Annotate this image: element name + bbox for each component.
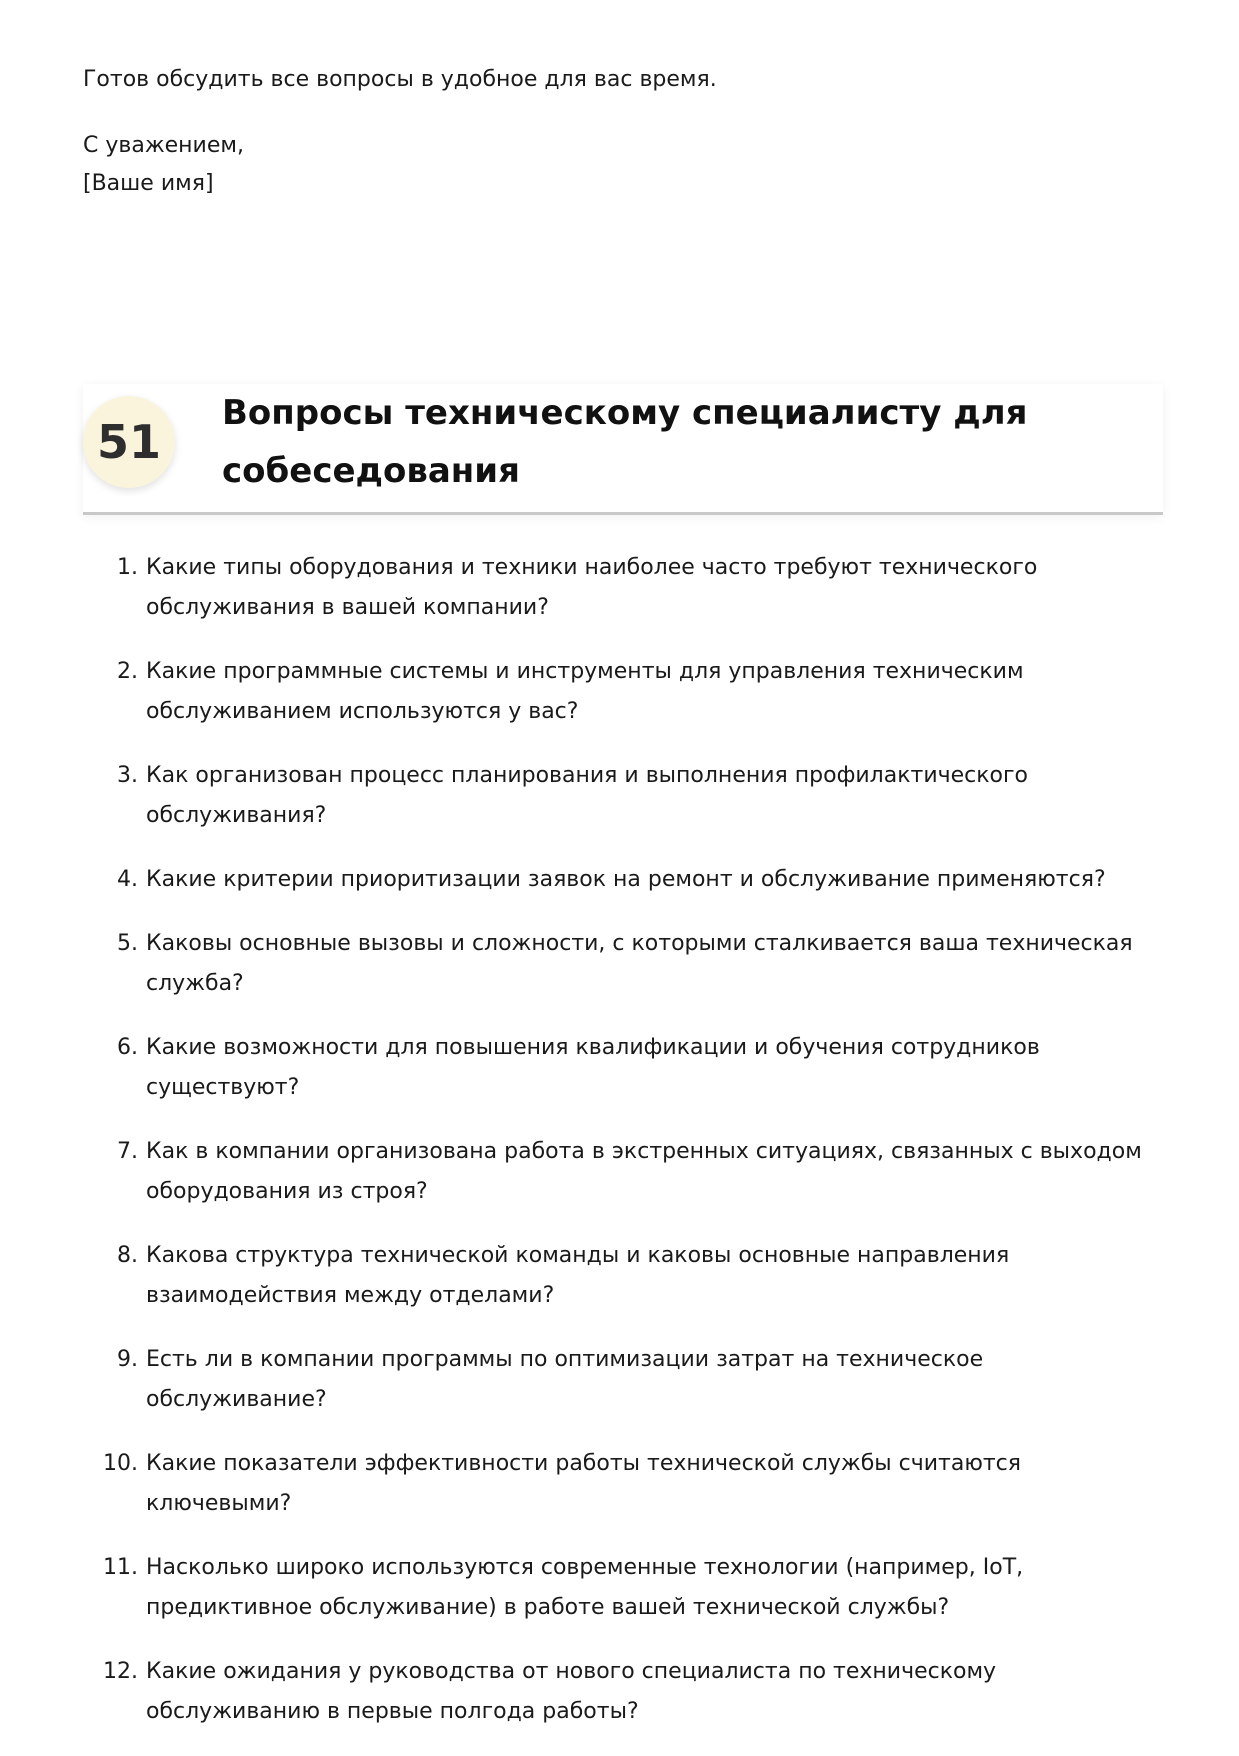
- question-number: 12.: [103, 1659, 138, 1684]
- list-item: [83, 1340, 1163, 1420]
- question-text: Насколько широко используются современные технологии (например, IoT, предиктивное обслуживание) в работе вашей технической службы?: [146, 1555, 1024, 1620]
- question-number: 5.: [117, 931, 138, 956]
- section-title: Вопросы техническому специалисту для собеседования: [222, 393, 1028, 491]
- question-number: 6.: [117, 1035, 138, 1060]
- question-number: 7.: [117, 1139, 138, 1164]
- question-number: 10.: [103, 1451, 138, 1476]
- question-text: Какие критерии приоритизации заявок на ремонт и обслуживание применяются?: [146, 867, 1106, 892]
- question-number: 1.: [117, 555, 138, 580]
- question-number: 8.: [117, 1243, 138, 1268]
- list-item: [83, 1028, 1163, 1108]
- question-number: 9.: [117, 1347, 138, 1372]
- question-text: Есть ли в компании программы по оптимизации затрат на техническое обслуживание?: [146, 1347, 984, 1412]
- list-item: [83, 1444, 1163, 1524]
- question-number: 4.: [117, 867, 138, 892]
- closing-line: Готов обсудить все вопросы в удобное для вас время.: [83, 67, 717, 92]
- list-item: [83, 1652, 1163, 1732]
- name-placeholder: [Ваше имя]: [83, 171, 214, 196]
- list-item: [83, 548, 1163, 628]
- question-text: Как организован процесс планирования и выполнения профилактического обслуживания?: [146, 763, 1029, 828]
- question-number: 11.: [103, 1555, 138, 1580]
- regards-line: С уважением,: [83, 133, 244, 158]
- list-item: [83, 1236, 1163, 1316]
- question-text: Каковы основные вызовы и сложности, с которыми сталкивается ваша техническая служба?: [146, 931, 1133, 996]
- question-text: Какие показатели эффективности работы технической службы считаются ключевыми?: [146, 1451, 1022, 1516]
- list-item: [83, 1548, 1163, 1628]
- questions-list: [83, 548, 1163, 1756]
- question-text: Какие возможности для повышения квалификации и обучения сотрудников существуют?: [146, 1035, 1040, 1100]
- question-text: Какие программные системы и инструменты для управления техническим обслуживанием используются у вас?: [146, 659, 1024, 724]
- question-text: Как в компании организована работа в экстренных ситуациях, связанных с выходом оборудования из строя?: [146, 1139, 1142, 1204]
- list-item: [83, 924, 1163, 1004]
- question-text: Какова структура технической команды и каковы основные направления взаимодействия между отделами?: [146, 1243, 1010, 1308]
- question-text: Какие типы оборудования и техники наиболее часто требуют технического обслуживания в вашей компании?: [146, 555, 1038, 620]
- section-number-badge: 51: [83, 396, 175, 488]
- question-number: 3.: [117, 763, 138, 788]
- list-item: [83, 652, 1163, 732]
- question-number: 2.: [117, 659, 138, 684]
- section-header: [83, 384, 1163, 515]
- list-item: [83, 860, 1163, 900]
- list-item: [83, 756, 1163, 836]
- list-item: [83, 1132, 1163, 1212]
- question-text: Какие ожидания у руководства от нового специалиста по техническому обслуживанию в первые полгода работы?: [146, 1659, 997, 1724]
